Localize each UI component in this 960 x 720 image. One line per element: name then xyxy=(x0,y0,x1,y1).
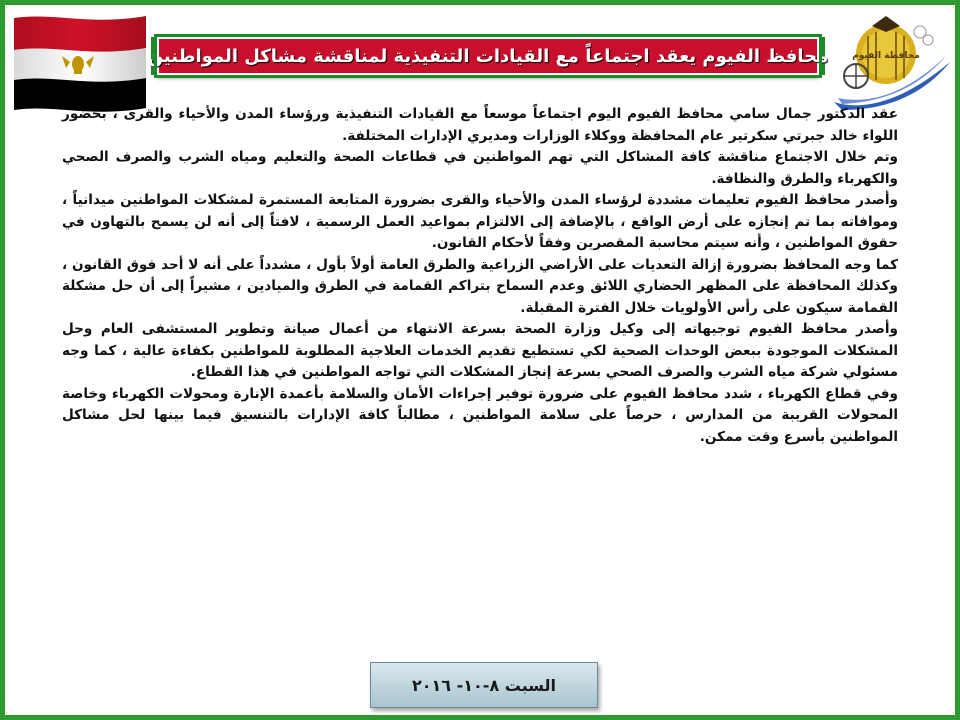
article-paragraph: عقد الدكتور جمال سامي محافظ الفيوم اليوم اجتماعاً موسعاً مع القيادات التنفيذية ورؤساء المدن والأحياء والقرى ، بحضور اللواء خالد جبرتي سكرتير عام المحافظة ووكلاء الوزارات ومديري الإدارات المختلفة. xyxy=(62,106,898,144)
fayoum-governorate-logo xyxy=(828,6,956,118)
article-paragraph: كما وجه المحافظ بضرورة إزالة التعديات على الأراضي الزراعية والطرق العامة أولاً بأول ، مشدداً على أنه لا أحد فوق القانون ، وكذلك المحافظة على المظهر الحضاري اللائق وعدم السماح بتراكم القمامة في الطرق والميادين ، مشيراً إلى أن حل مشكلة القمامة سيكون على رأس الأولويات خلال الفترة المقبلة. xyxy=(62,256,898,316)
date-box xyxy=(370,662,598,708)
svg-text:محافظة الفيوم: محافظة الفيوم xyxy=(852,51,920,61)
egypt-flag-icon xyxy=(12,12,148,112)
date-label: السبت ٨-١٠- ٢٠١٦ xyxy=(411,675,557,695)
article-paragraph: وتم خلال الاجتماع مناقشة كافة المشاكل التي تهم المواطنين في قطاعات الصحة والتعليم ومياه الشرب والصرف الصحي والكهرباء والطرق والنظافة. xyxy=(62,149,898,187)
article-paragraph: وفي قطاع الكهرباء ، شدد محافظ الفيوم على ضرورة توفير إجراءات الأمان والسلامة بأعمدة الإنارة ومحولات الكهرباء وخاصة المحولات القريبة من المدارس ، حرصاً على سلامة المواطنين ، مطالباً كافة الإدارات بالتنسيق فيما بينها لحل مشاكل المواطنين بأسرع وقت ممكن. xyxy=(62,385,898,445)
article-body xyxy=(62,104,898,448)
article-paragraph: وأصدر محافظ الفيوم تعليمات مشددة لرؤساء المدن والأحياء والقرى بضرورة المتابعة المستمرة لمشكلات المواطنين ميدانياً ، وموافاته بما تم إنجازه على أرض الواقع ، بالإضافة إلى الالتزام بمواعيد العمل الرسمية ، لافتاً إلى أنه لن يسمح بالتهاون في حقوق المواطنين ، وأنه سيتم محاسبة المقصرين وفقاً لأحكام القانون. xyxy=(62,192,898,251)
article-paragraph: وأصدر محافظ الفيوم توجيهاته إلى وكيل وزارة الصحة بسرعة الانتهاء من أعمال صيانة وتطوير المستشفى العام وحل المشكلات الموجودة ببعض الوحدات الصحية لكي تستطيع تقديم الخدمات العلاجية المطلوبة للمواطنين بكفاءة عالية ، كما وجه مسئولي شركة مياه الشرب والصرف الصحي بسرعة إنجاز المشكلات التي تواجه المواطنين في هذا القطاع. xyxy=(62,321,898,380)
title-banner xyxy=(147,37,829,75)
page-title: محافظ الفيوم يعقد اجتماعاً مع القيادات التنفيذية لمناقشة مشاكل المواطنين xyxy=(147,45,829,67)
